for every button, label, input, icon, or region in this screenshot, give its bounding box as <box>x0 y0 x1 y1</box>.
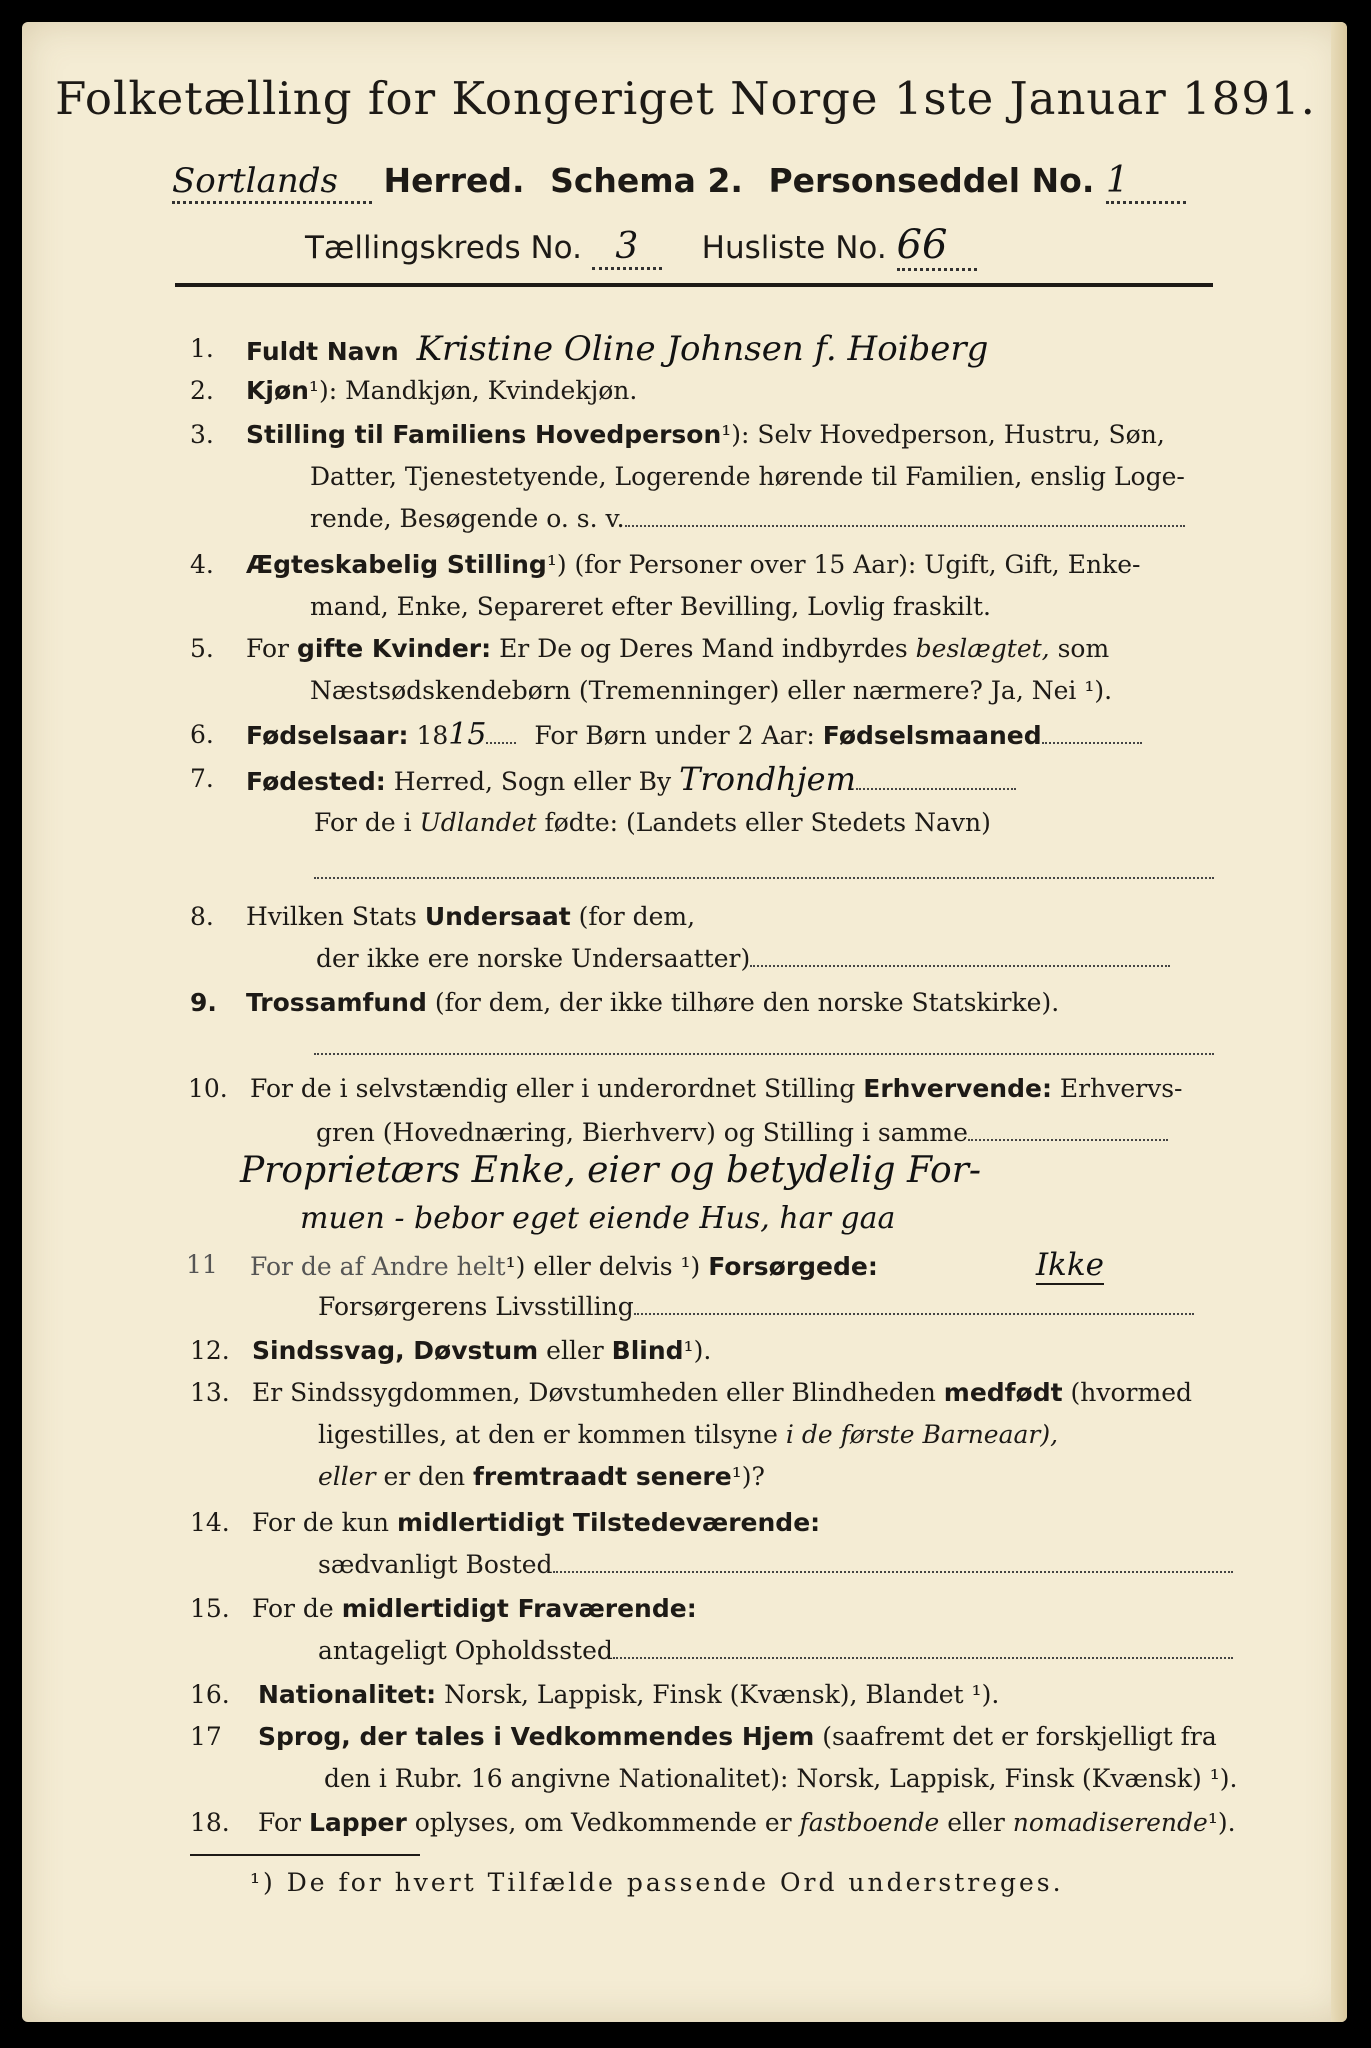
item-options: ¹): Selv Hovedperson, Hustru, Søn, <box>721 420 1165 449</box>
leader <box>634 1313 1194 1315</box>
item-10-cont1 <box>316 1112 1316 1154</box>
item-3-cont2-text: rende, Besøgende o. s. v. <box>310 504 625 533</box>
leader <box>314 1053 1214 1055</box>
item-7-cont1 <box>314 802 1314 844</box>
item-text-mid: oplyses, om Vedkommende er <box>414 1808 792 1837</box>
item-post: ¹). <box>1207 1808 1236 1837</box>
footnote: ¹) De for hvert Tilfælde passende Ord understreges. <box>250 1868 1064 1897</box>
personseddel-field <box>1106 160 1186 204</box>
form-title: Folketælling for Kongeriget Norge 1ste Januar 1891. <box>55 72 1316 125</box>
item-label: medfødt <box>943 1378 1063 1407</box>
item-text <box>250 1244 1250 1288</box>
item-label: Fødselsaar: <box>246 721 409 750</box>
item-13-cont1-text: ligestilles, at den er kommen tilsyne <box>318 1420 778 1449</box>
item-text <box>246 370 1246 412</box>
item-15-cont1 <box>318 1630 1318 1672</box>
leader <box>486 742 516 744</box>
item-pre: For <box>246 634 289 663</box>
form-header-line <box>172 160 1212 204</box>
item-text <box>258 1802 1258 1844</box>
item-7-blank-line <box>314 850 1314 892</box>
item-post: (hvormed <box>1070 1378 1193 1407</box>
item-post: (saafremt det er forskjelligt fra <box>822 1722 1217 1751</box>
item-pre: Hvilken Stats <box>246 902 417 931</box>
item-mid: eller <box>947 1808 1005 1837</box>
item-options: Norsk, Lappisk, Finsk (Kvænsk), Blandet ¹). <box>444 1680 1000 1709</box>
leader <box>750 965 1170 967</box>
item-number: 12. <box>190 1336 230 1365</box>
herred-handwritten: Sortlands <box>172 161 338 201</box>
item-pre: For de af Andre helt <box>250 1252 506 1281</box>
item-11-cont-text: Forsørgerens Livsstilling <box>318 1292 634 1321</box>
item-11-cont1 <box>318 1286 1318 1328</box>
item-label2: Blind <box>611 1336 684 1365</box>
item-label: Undersaat <box>424 902 571 931</box>
birth-year-answer: 15 <box>448 717 487 752</box>
item-number: 5. <box>190 634 214 663</box>
item-number: 14. <box>190 1508 230 1537</box>
footnote-divider <box>190 1854 420 1856</box>
item-question: Er De og Deres Mand indbyrdes <box>499 634 908 663</box>
forsorget-answer: Ikke <box>1035 1247 1104 1283</box>
item-label: Fødested: <box>246 767 386 796</box>
item-text <box>250 1068 1250 1110</box>
item-number: 11 <box>186 1250 218 1279</box>
item-number: 8. <box>190 902 214 931</box>
item-9-blank-line <box>314 1026 1314 1068</box>
item-15-cont-text: antageligt Opholdssted <box>318 1636 613 1665</box>
item-number: 10. <box>188 1074 228 1103</box>
husliste-number: 66 <box>896 222 948 268</box>
item-post: (for dem, der ikke tilhøre den norske Statskirke). <box>434 988 1060 1017</box>
item-label: Fuldt Navn <box>246 337 399 366</box>
item-label: Forsørgede: <box>708 1252 878 1281</box>
kreds-line <box>305 222 1125 271</box>
item-13-cont2 <box>318 1456 1318 1498</box>
item-3-cont1: Datter, Tjenestetyende, Logerende hørende til Familien, enslig Loge- <box>310 462 1185 491</box>
occupation-answer-line2: muen - bebor eget eiende Hus, har gaa <box>300 1201 896 1236</box>
husliste-label: Husliste No. <box>701 230 887 266</box>
item-text <box>252 1372 1252 1414</box>
item-number: 4. <box>190 550 214 579</box>
item-7-cont-pre: For de i <box>314 808 412 837</box>
item-number: 9. <box>190 988 217 1017</box>
item-13-cont2-bold: fremtraadt senere <box>473 1462 732 1491</box>
item-number: 17 <box>190 1722 222 1751</box>
item-text <box>246 414 1246 456</box>
item-text <box>252 1330 1252 1372</box>
item-14-cont1 <box>318 1544 1318 1586</box>
item-label: midlertidigt Fraværende: <box>341 1594 697 1623</box>
item-label: Trossamfund <box>246 988 427 1017</box>
item-3-cont2 <box>310 498 1310 540</box>
item-13-cont2-text: er den <box>383 1462 466 1491</box>
item-7-cont-italic: Udlandet <box>419 808 537 837</box>
item-italic: fastboende <box>799 1808 940 1837</box>
item-pre: Er Sindssygdommen, Døvstumheden eller Blindheden <box>252 1378 936 1407</box>
leader <box>856 788 1016 790</box>
item-pre: For <box>258 1808 301 1837</box>
item-label: Erhvervende: <box>863 1074 1052 1103</box>
item-13-cont2-italic: eller <box>318 1462 376 1491</box>
item-label: Ægteskabelig Stilling <box>246 550 547 579</box>
item-13-cont1-italic: i de første Barneaar), <box>785 1420 1059 1449</box>
item-number: 7. <box>190 764 214 793</box>
item-post: ¹). <box>683 1336 712 1365</box>
personseddel-number: 1 <box>1105 160 1129 201</box>
item-4-cont1: mand, Enke, Separeret efter Bevilling, Lovlig fraskilt. <box>310 592 991 621</box>
item-post: (for dem, <box>578 902 696 931</box>
item-number: 13. <box>190 1378 230 1407</box>
item-label: Sindssvag, Døvstum <box>252 1336 539 1365</box>
item-5-cont1: Næstsødskendebørn (Tremenninger) eller nærmere? Ja, Nei ¹). <box>310 676 1113 705</box>
leader <box>553 1571 1233 1573</box>
item-label: Lapper <box>308 1808 407 1837</box>
item-options: ¹): Mandkjøn, Kvindekjøn. <box>308 376 638 405</box>
occupation-answer-line1: Proprietærs Enke, eier og betydelig For- <box>240 1150 982 1191</box>
item-post: Erhvervs- <box>1059 1074 1183 1103</box>
item-number: 15. <box>190 1594 230 1623</box>
birth-century: 18 <box>416 721 449 750</box>
item-text <box>246 714 1246 757</box>
item-label2: Fødselsmaaned <box>822 721 1042 750</box>
item-8-cont1 <box>316 938 1316 980</box>
item-17-cont1: den i Rubr. 16 angivne Nationalitet): Norsk, Lappisk, Finsk (Kvænsk) ¹). <box>324 1764 1238 1793</box>
kreds-field <box>592 226 662 270</box>
item-text <box>246 982 1246 1024</box>
item-number: 6. <box>190 720 214 749</box>
item-7-cont-post: fødte: (Landets eller Stedets Navn) <box>544 808 991 837</box>
item-number: 3. <box>190 420 214 449</box>
herred-field <box>172 161 372 204</box>
birthplace-answer: Trondhjem <box>679 760 856 798</box>
item-pre: For de i selvstændig eller i underordnet Stilling <box>250 1074 856 1103</box>
item-mid: eller <box>546 1336 604 1365</box>
leader <box>613 1657 1233 1659</box>
item-text <box>246 758 1246 803</box>
item-label: Kjøn <box>246 376 309 405</box>
item-text <box>246 896 1246 938</box>
item-post: som <box>1057 634 1110 663</box>
item-text <box>252 1502 1252 1544</box>
item-label: gifte Kvinder: <box>296 634 492 663</box>
personseddel-label: Personseddel No. <box>768 161 1095 200</box>
item-text2: For Børn under 2 Aar: <box>534 721 815 750</box>
item-number: 2. <box>190 376 214 405</box>
item-label: Sprog, der tales i Vedkommendes Hjem <box>258 1722 815 1751</box>
item-label: Nationalitet: <box>258 1680 437 1709</box>
item-italic: beslægtet, <box>915 634 1050 663</box>
kreds-label: Tællingskreds No. <box>305 230 582 266</box>
item-text <box>246 544 1246 586</box>
item-options: ¹) (for Personer over 15 Aar): Ugift, Gift, Enke- <box>546 550 1141 579</box>
herred-label: Herred. <box>383 161 525 200</box>
item-text <box>258 1674 1258 1716</box>
item-text <box>252 1588 1252 1630</box>
item-13-cont1 <box>318 1414 1318 1456</box>
leader <box>314 877 1214 879</box>
item-number: 18. <box>190 1808 230 1837</box>
item-text <box>246 628 1246 670</box>
item-10-cont-text: gren (Hovednæring, Bierhverv) og Stilling i samme <box>316 1118 968 1147</box>
item-label: Stilling til Familiens Hovedperson <box>246 420 722 449</box>
item-label: midlertidigt Tilstedeværende: <box>396 1508 821 1537</box>
schema-label: Schema 2. <box>550 161 743 200</box>
item-14-cont-text: sædvanligt Bosted <box>318 1550 553 1579</box>
item-13-cont2-post: ¹)? <box>731 1462 765 1491</box>
leader <box>1042 742 1142 744</box>
item-text <box>258 1716 1258 1758</box>
item-8-cont-text: der ikke ere norske Undersaatter) <box>316 944 751 973</box>
item-number: 1. <box>190 334 214 363</box>
item-options: ¹) eller delvis ¹) <box>505 1252 701 1281</box>
item-3-leader <box>625 525 1185 527</box>
item-options: Herred, Sogn eller By <box>393 767 672 796</box>
husliste-field <box>897 222 977 271</box>
leader <box>968 1139 1168 1141</box>
item-text <box>246 328 1246 373</box>
item-pre: For de <box>252 1594 334 1623</box>
paper-edge <box>1331 22 1347 2022</box>
header-divider <box>175 283 1213 287</box>
kreds-number: 3 <box>615 226 639 267</box>
item-number: 16. <box>190 1680 230 1709</box>
item-pre: For de kun <box>252 1508 390 1537</box>
item-italic2: nomadiserende <box>1012 1808 1208 1837</box>
full-name-answer: Kristine Oline Johnsen f. Hoiberg <box>416 329 989 369</box>
